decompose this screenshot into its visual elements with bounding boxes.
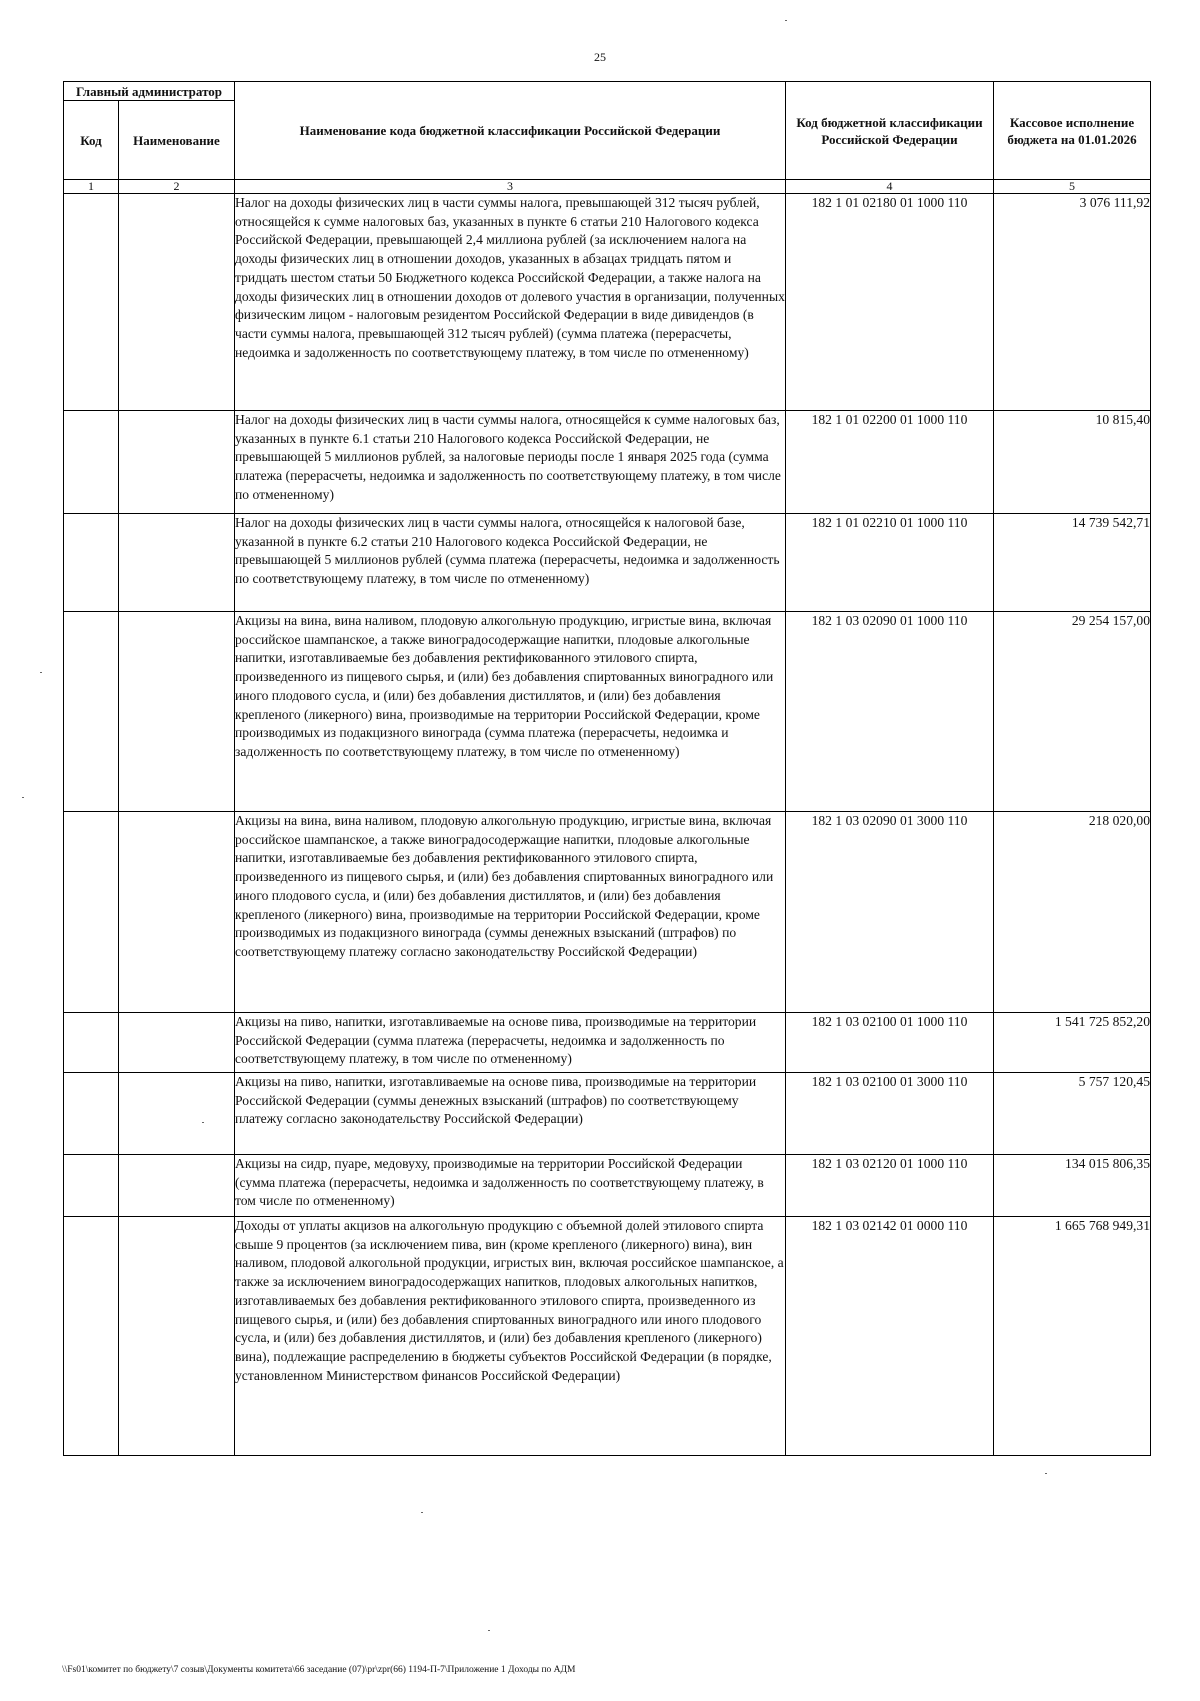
column-number: 4 [786,180,994,194]
kbk-code-cell: 182 1 03 02090 01 1000 110 [786,612,994,812]
table-row [64,194,1151,411]
kbk-name-cell: Налог на доходы физических лиц в части суммы налога, относящейся к налоговой базе, указанной в пункте 6.2 статьи 210 Налогового кодекса Российской Федерации, не превышающей 5 миллионов рублей (сумма платежа (перерасчеты, недоимка и задолженность по соответствующему платежу, в том числе по отмененному) [235,514,786,612]
amount-cell: 10 815,40 [994,411,1151,514]
admin-name-cell [119,612,235,812]
table-row [64,1013,1151,1073]
admin-name-cell [119,812,235,1013]
admin-name-cell [119,1217,235,1456]
header-cash-execution: Кассовое исполнение бюджета на 01.01.2026 [994,82,1151,180]
admin-code-cell [64,1013,119,1073]
amount-cell: 3 076 111,92 [994,194,1151,411]
admin-name-cell [119,1155,235,1217]
kbk-name-cell: Акцизы на вина, вина наливом, плодовую алкогольную продукцию, игристые вина, включая российское шампанское, а также виноградосодержащие напитки, плодовые алкогольные напитки, изготавливаемые без добавления ректификованного этилового спирта, произведенного из пищевого сырья, и (или) без добавления спиртованных виноградного или иного плодового сусла, и (или) без добавления дистиллятов, и (или) без добавления крепленого (ликерного) вина, производимые на территории Российской Федерации, кроме производимых из подакцизного винограда (суммы денежных взысканий (штрафов) по соответствующему платежу согласно законодательству Российской Федерации) [235,812,786,1013]
amount-cell: 14 739 542,71 [994,514,1151,612]
footer-file-path: \\Fs01\комитет по бюджету\7 созыв\Документы комитета\66 заседание (07)\pr\zpr(66) 1194-П-7\Приложение 1 Доходы по АДМ [62,1665,576,1675]
budget-revenue-table [63,81,1151,1456]
kbk-name-cell: Акцизы на сидр, пуаре, медовуху, производимые на территории Российской Федерации (сумма платежа (перерасчеты, недоимка и задолженность по соответствующему платежу, в том числе по отмененному) [235,1155,786,1217]
table-row [64,612,1151,812]
table-row [64,1155,1151,1217]
kbk-name-cell: Налог на доходы физических лиц в части суммы налога, относящейся к сумме налоговых баз, указанных в пункте 6.1 статьи 210 Налогового кодекса Российской Федерации, не превышающей 5 миллионов рублей, за налоговые периоды после 1 января 2025 года (сумма платежа (перерасчеты, недоимка и задолженность по соответствующему платежу, в том числе по отмененному) [235,411,786,514]
kbk-code-cell: 182 1 03 02142 01 0000 110 [786,1217,994,1456]
admin-name-cell [119,1013,235,1073]
header-chief-administrator: Главный администратор [64,82,235,101]
table-row [64,1217,1151,1456]
admin-name-cell [119,1073,235,1155]
table-row [64,812,1151,1013]
amount-cell: 29 254 157,00 [994,612,1151,812]
kbk-name-cell: Налог на доходы физических лиц в части суммы налога, превышающей 312 тысяч рублей, относящейся к сумме налоговых баз, указанных в пункте 6 статьи 210 Налогового кодекса Российской Федерации, превышающей 2,4 миллиона рублей (за исключением налога на доходы физических лиц в отношении доходов, указанных в абзацах тридцать пятом и тридцать шестом статьи 50 Бюджетного кодекса Российской Федерации, а также налога на доходы физических лиц в отношении доходов от долевого участия в организации, полученных физическим лицом - налоговым резидентом Российской Федерации в виде дивидендов (в части суммы налога, превышающей 312 тысяч рублей) (сумма платежа (перерасчеты, недоимка и задолженность по соответствующему платежу, в том числе по отмененному) [235,194,786,411]
admin-code-cell [64,514,119,612]
admin-code-cell [64,194,119,411]
kbk-code-cell: 182 1 01 02200 01 1000 110 [786,411,994,514]
table-row [64,411,1151,514]
admin-code-cell [64,1073,119,1155]
scan-speck [40,672,42,673]
kbk-code-cell: 182 1 03 02090 01 3000 110 [786,812,994,1013]
admin-code-cell [64,1155,119,1217]
column-number: 1 [64,180,119,194]
header-admin-code: Код [64,101,119,180]
admin-name-cell [119,194,235,411]
kbk-name-cell: Акцизы на пиво, напитки, изготавливаемые на основе пива, производимые на территории Российской Федерации (сумма платежа (перерасчеты, недоимка и задолженность по соответствующему платежу, в том числе по отмененному) [235,1013,786,1073]
admin-name-cell [119,514,235,612]
header-kbk-code: Код бюджетной классификации Российской Федерации [786,82,994,180]
header-admin-name: Наименование [119,101,235,180]
scan-speck [202,1122,204,1123]
admin-name-cell [119,411,235,514]
kbk-name-cell: Акцизы на вина, вина наливом, плодовую алкогольную продукцию, игристые вина, включая российское шампанское, а также виноградосодержащие напитки, плодовые алкогольные напитки, изготавливаемые без добавления ректификованного этилового спирта, произведенного из пищевого сырья, и (или) без добавления спиртованных виноградного или иного плодового сусла, и (или) без добавления дистиллятов, и (или) без добавления крепленого (ликерного) вина, производимые на территории Российской Федерации, кроме производимых из подакцизного винограда (сумма платежа (перерасчеты, недоимка и задолженность по соответствующему платежу, в том числе по отмененному) [235,612,786,812]
admin-code-cell [64,411,119,514]
column-number-row [64,180,1151,194]
header-kbk-name: Наименование кода бюджетной классификации Российской Федерации [235,82,786,180]
scan-speck [488,1630,490,1631]
amount-cell: 1 665 768 949,31 [994,1217,1151,1456]
kbk-code-cell: 182 1 03 02100 01 1000 110 [786,1013,994,1073]
kbk-name-cell: Доходы от уплаты акцизов на алкогольную продукцию с объемной долей этилового спирта свыше 9 процентов (за исключением пива, вин (кроме крепленого (ликерного) вина), вин наливом, плодовой алкогольной продукции, игристых вин, включая российское шампанское, а также за исключением виноградосодержащих напитков, плодовых алкогольных напитков, изготавливаемых без добавления ректификованного этилового спирта, произведенного из пищевого сырья, и (или) без добавления спиртованных виноградного или иного плодового сусла, и (или) без добавления дистиллятов, и (или) без добавления крепленого (ликерного) вина), подлежащие распределению в бюджеты субъектов Российской Федерации (в порядке, установленном Министерством финансов Российской Федерации) [235,1217,786,1456]
scan-speck [421,1512,423,1513]
column-number: 3 [235,180,786,194]
page-number: 25 [594,50,606,64]
kbk-name-cell: Акцизы на пиво, напитки, изготавливаемые на основе пива, производимые на территории Российской Федерации (суммы денежных взысканий (штрафов) по соответствующему платежу согласно законодательству Российской Федерации) [235,1073,786,1155]
scan-speck [22,797,24,798]
amount-cell: 218 020,00 [994,812,1151,1013]
column-number: 5 [994,180,1151,194]
table-row [64,514,1151,612]
scan-speck [1045,1473,1047,1474]
amount-cell: 1 541 725 852,20 [994,1013,1151,1073]
admin-code-cell [64,1217,119,1456]
admin-code-cell [64,812,119,1013]
kbk-code-cell: 182 1 03 02120 01 1000 110 [786,1155,994,1217]
column-number: 2 [119,180,235,194]
scan-speck [785,20,787,21]
admin-code-cell [64,612,119,812]
table-row [64,1073,1151,1155]
kbk-code-cell: 182 1 01 02210 01 1000 110 [786,514,994,612]
amount-cell: 5 757 120,45 [994,1073,1151,1155]
amount-cell: 134 015 806,35 [994,1155,1151,1217]
kbk-code-cell: 182 1 01 02180 01 1000 110 [786,194,994,411]
kbk-code-cell: 182 1 03 02100 01 3000 110 [786,1073,994,1155]
